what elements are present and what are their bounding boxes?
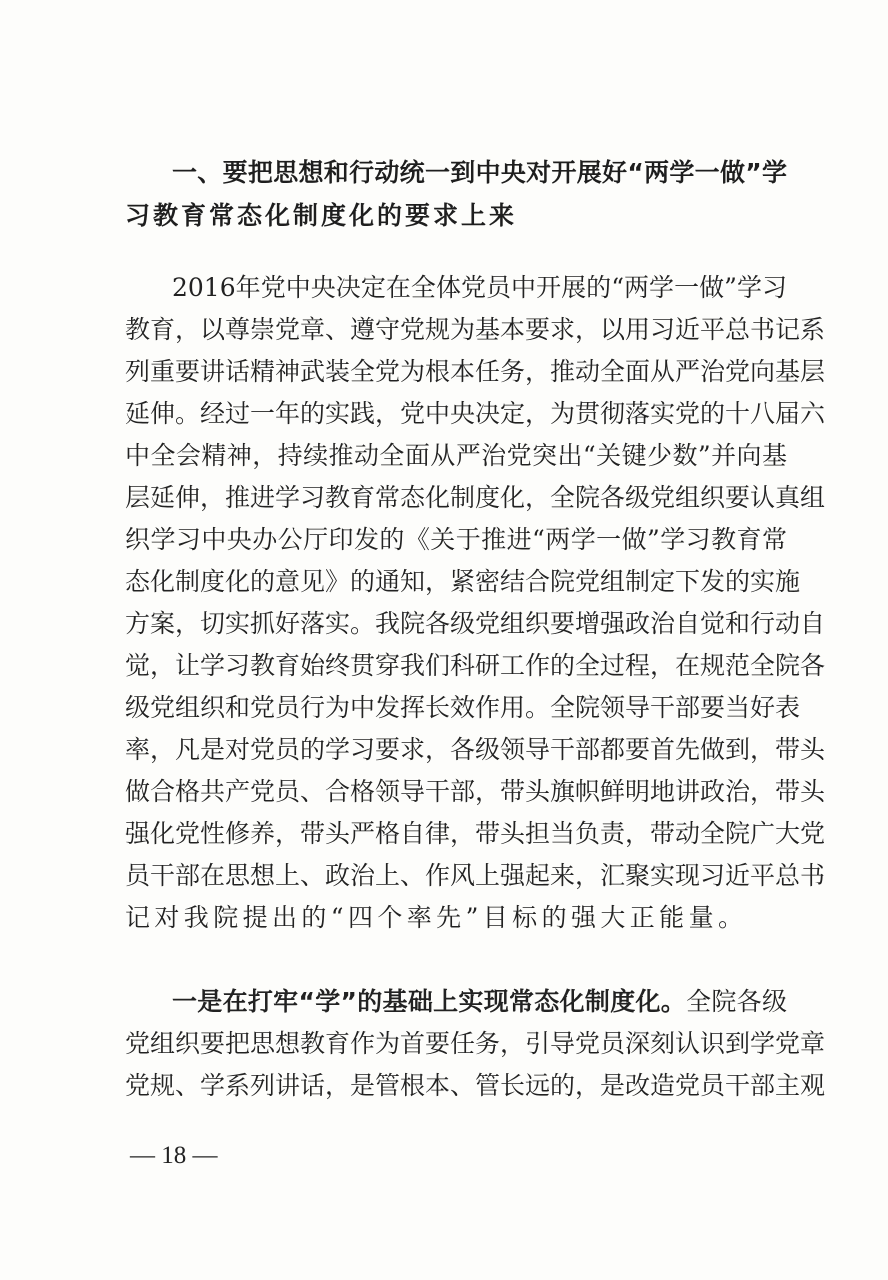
paragraph-1-line-3: 列重要讲话精神武装全党为根本任务，推动全面从严治党向基层 xyxy=(125,357,826,386)
paragraph-2-line-2: 党组织要把思想教育作为首要任务，引导党员深刻认识到学党章 xyxy=(125,1029,826,1058)
paragraph-1-line-7: 织学习中央办公厅印发的《关于推进“两学一做”学习教育常 xyxy=(125,525,787,554)
paragraph-2-lead: 一是在打牢“学”的基础上实现常态化制度化。 xyxy=(172,987,687,1016)
paragraph-1-line-2: 教育，以尊崇党章、遵守党规为基本要求，以用习近平总书记系 xyxy=(125,315,826,344)
paragraph-1-line-14: 强化党性修养，带头严格自律，带头担当负责，带动全院广大党 xyxy=(125,819,826,848)
section-heading-line-2: 习教育常态化制度化的要求上来 xyxy=(125,201,518,230)
paragraph-2-line-1-rest: 全院各级 xyxy=(686,987,787,1016)
paragraph-1-line-15: 员干部在思想上、政治上、作风上强起来，汇聚实现习近平总书 xyxy=(125,861,826,890)
paragraph-1-line-1: 2016年党中央决定在全体党员中开展的“两学一做”学习 xyxy=(172,273,787,302)
paragraph-1-line-12: 率，凡是对党员的学习要求，各级领导干部都要首先做到，带头 xyxy=(125,735,826,764)
paragraph-1-line-8: 态化制度化的意见》的通知，紧密结合院党组制定下发的实施 xyxy=(125,567,801,596)
section-heading-line-1: 一、要把思想和行动统一到中央对开展好“两学一做”学 xyxy=(172,158,787,187)
paragraph-2-line-1 xyxy=(172,982,787,1022)
paragraph-2-line-3: 党规、学系列讲话，是管根本、管长远的，是改造党员干部主观 xyxy=(125,1071,826,1100)
paragraph-1-line-4: 延伸。经过一年的实践，党中央决定，为贯彻落实党的十八届六 xyxy=(125,399,826,428)
paragraph-1-line-10: 觉，让学习教育始终贯穿我们科研工作的全过程，在规范全院各 xyxy=(125,651,826,680)
paragraph-1-line-13: 做合格共产党员、合格领导干部，带头旗帜鲜明地讲政治，带头 xyxy=(125,777,826,806)
paragraph-1-line-5: 中全会精神，持续推动全面从严治党突出“关键少数”并向基 xyxy=(125,441,787,470)
page-number: — 18 — xyxy=(130,1142,218,1169)
paragraph-1-line-16: 记对我院提出的“四个率先”目标的强大正能量。 xyxy=(125,903,748,932)
paragraph-1-line-9: 方案，切实抓好落实。我院各级党组织要增强政治自觉和行动自 xyxy=(125,609,826,638)
paragraph-1-line-6: 层延伸，推进学习教育常态化制度化，全院各级党组织要认真组 xyxy=(125,483,826,512)
paragraph-1-line-11: 级党组织和党员行为中发挥长效作用。全院领导干部要当好表 xyxy=(125,693,801,722)
